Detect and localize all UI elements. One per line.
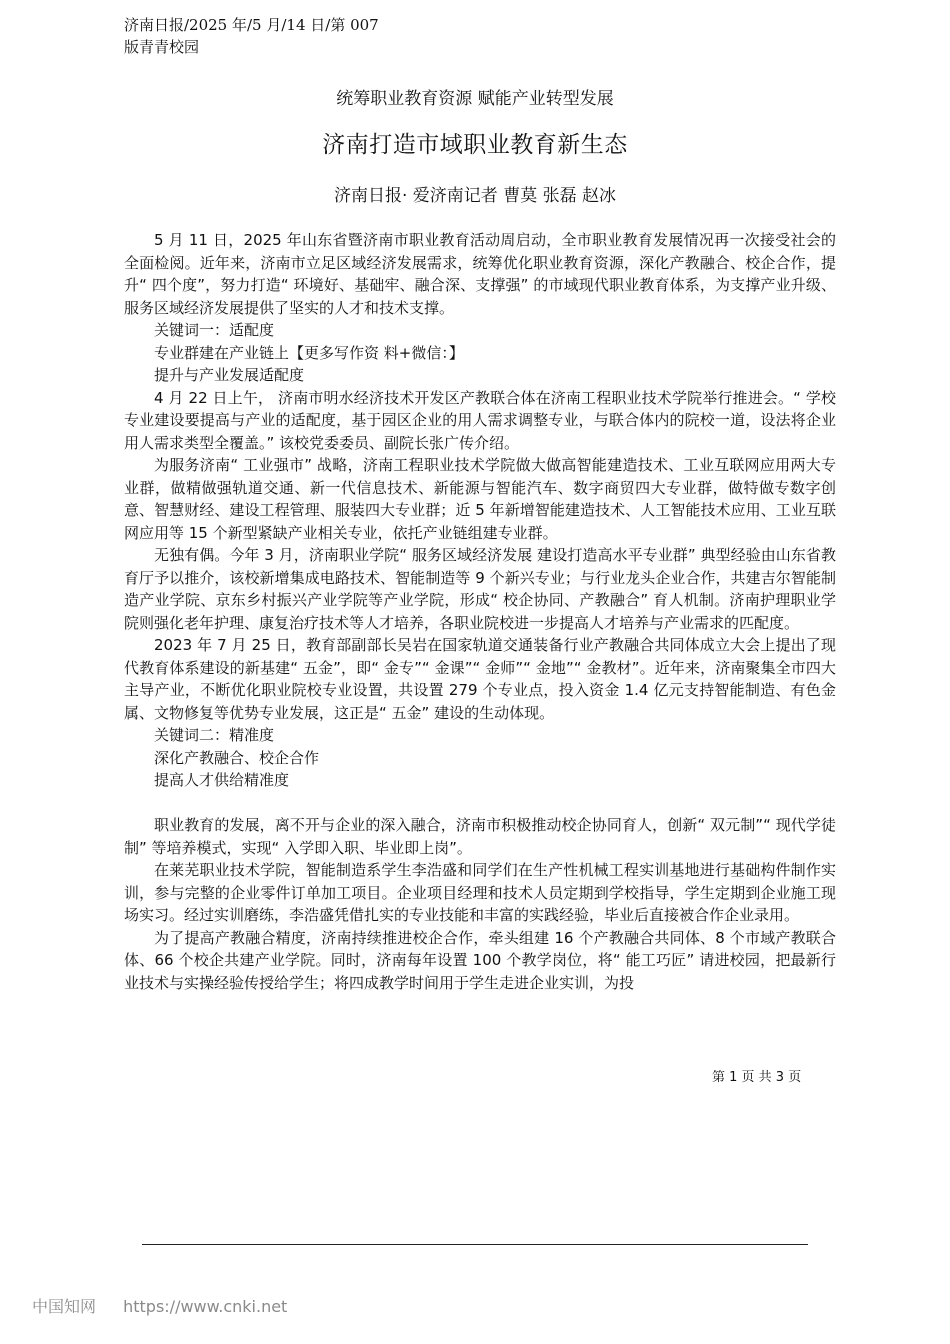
- watermark-url[interactable]: https://www.cnki.net: [123, 1297, 288, 1316]
- section-subheading: 深化产教融合、校企合作: [154, 748, 320, 767]
- section-subheading: 提升与产业发展适配度: [154, 366, 305, 384]
- source-info: [124, 14, 379, 58]
- paragraph: 在莱芜职业技术学院，智能制造系学生李浩盛和同学们在生产性机械工程实训基地进行基础构件制作实训，参与完整的企业零件订单加工项目。企业项目经理和技术人员定期到学校指导，学生定期到企业施工现场实习。经过实训磨练，李浩盛凭借扎实的专业技能和丰富的实践经验，毕业后直接被合作企业录用。: [124, 861, 836, 924]
- cnki-watermark: [32, 1294, 309, 1317]
- article-byline: 济南日报· 爱济南记者 曹莫 张磊 赵冰: [333, 186, 617, 206]
- watermark-brand: 中国知网: [32, 1297, 97, 1316]
- paragraph: 无独有偶。今年 3 月，济南职业学院“ 服务区域经济发展 建设打造高水平专业群” 典型经验由山东省教育厅予以推介，该校新增集成电路技术、智能制造等 9 个新兴专业；与行业龙头企业合作，共建吉尔智能制造产业学院、京东乡村振兴产业学院等产业学院，形成“ 校企协同、产教融合” 育人机制。济南护理职业学院则强化老年护理、康复治疗技术等人才培养，各职业院校进一步提高人才培养与产业需求的匹配度。: [124, 546, 836, 632]
- footer-divider: [142, 1244, 808, 1245]
- paragraph: 4 月 22 日上午， 济南市明水经济技术开发区产教联合体在济南工程职业技术学院举行推进会。“ 学校专业建设要提高与产业的适配度，基于园区企业的用人需求调整专业，与联合体内的院校一道，设法将企业用人需求类型全覆盖。” 该校党委委员、副院长张广传介绍。: [124, 388, 836, 452]
- paragraph: 职业教育的发展，离不开与企业的深入融合，济南市积极推动校企协同育人，创新“ 双元制”“ 现代学徒制” 等培养模式，实现“ 入学即入职、毕业即上岗”。: [124, 816, 836, 857]
- blank-line: [124, 792, 836, 815]
- article-body: [124, 229, 836, 994]
- paragraph: 为了提高产教融合精度，济南持续推进校企合作，牵头组建 16 个产教融合共同体、8 个市域产教联合体、66 个校企共建产业学院。同时，济南每年设置 100 个教学岗位，将“ 能工巧匠” 请进校园，把最新行业技术与实操经验传授给学生；将四成教学时间用于学生走进企业实训，为投: [124, 928, 836, 992]
- keyword-heading: 关键词一：适配度: [154, 321, 275, 339]
- source-line-2: 版青青校园: [124, 38, 200, 56]
- source-line-1: 济南日报/2025 年/5 月/14 日/第 007: [124, 16, 379, 34]
- article-title: 济南打造市域职业教育新生态: [322, 132, 628, 158]
- section-subheading: 专业群建在产业链上【更多写作资 料+微信：】: [154, 343, 464, 362]
- keyword-heading: 关键词二：精准度: [154, 726, 275, 744]
- paragraph: 为服务济南“ 工业强市” 战略，济南工程职业技术学院做大做高智能建造技术、工业互联网应用两大专业群，做精做强轨道交通、新一代信息技术、新能源与智能汽车、数字商贸四大专业群，做特做专数字创意、智慧财经、建设工程管理、服装四大专业群；近 5 年新增智能建造技术、人工智能技术应用、工业互联网应用等 15 个新型紧缺产业相关专业，依托产业链组建专业群。: [124, 456, 836, 542]
- paragraph: 5 月 11 日，2025 年山东省暨济南市职业教育活动周启动，全市职业教育发展情况再一次接受社会的全面检阅。近年来，济南市立足区域经济发展需求，统筹优化职业教育资源，深化产教融合、校企合作，提升“ 四个度”，努力打造“ 环境好、基础牢、融合深、支撑强” 的市域现代职业教育体系，为支撑产业升级、服务区域经济发展提供了坚实的人才和技术支撑。: [124, 231, 836, 317]
- paragraph: 2023 年 7 月 25 日，教育部副部长吴岩在国家轨道交通装备行业产教融合共同体成立大会上提出了现代教育体系建设的新基建“ 五金”，即“ 金专”“ 金课”“ 金师”“ 金地”“ 金教材”。近年来，济南聚集全市四大主导产业，不断优化职业院校专业设置，共设置 279 个专业点，投入资金 1.4 亿元支持智能制造、有色金属、文物修复等优势专业发展，这正是“ 五金” 建设的生动体现。: [124, 636, 836, 722]
- article-kicker: 统筹职业教育资源 赋能产业转型发展: [336, 89, 614, 109]
- section-subheading: 提高人才供给精准度: [154, 771, 290, 789]
- page-indicator: 第 1 页 共 3 页: [712, 1070, 802, 1085]
